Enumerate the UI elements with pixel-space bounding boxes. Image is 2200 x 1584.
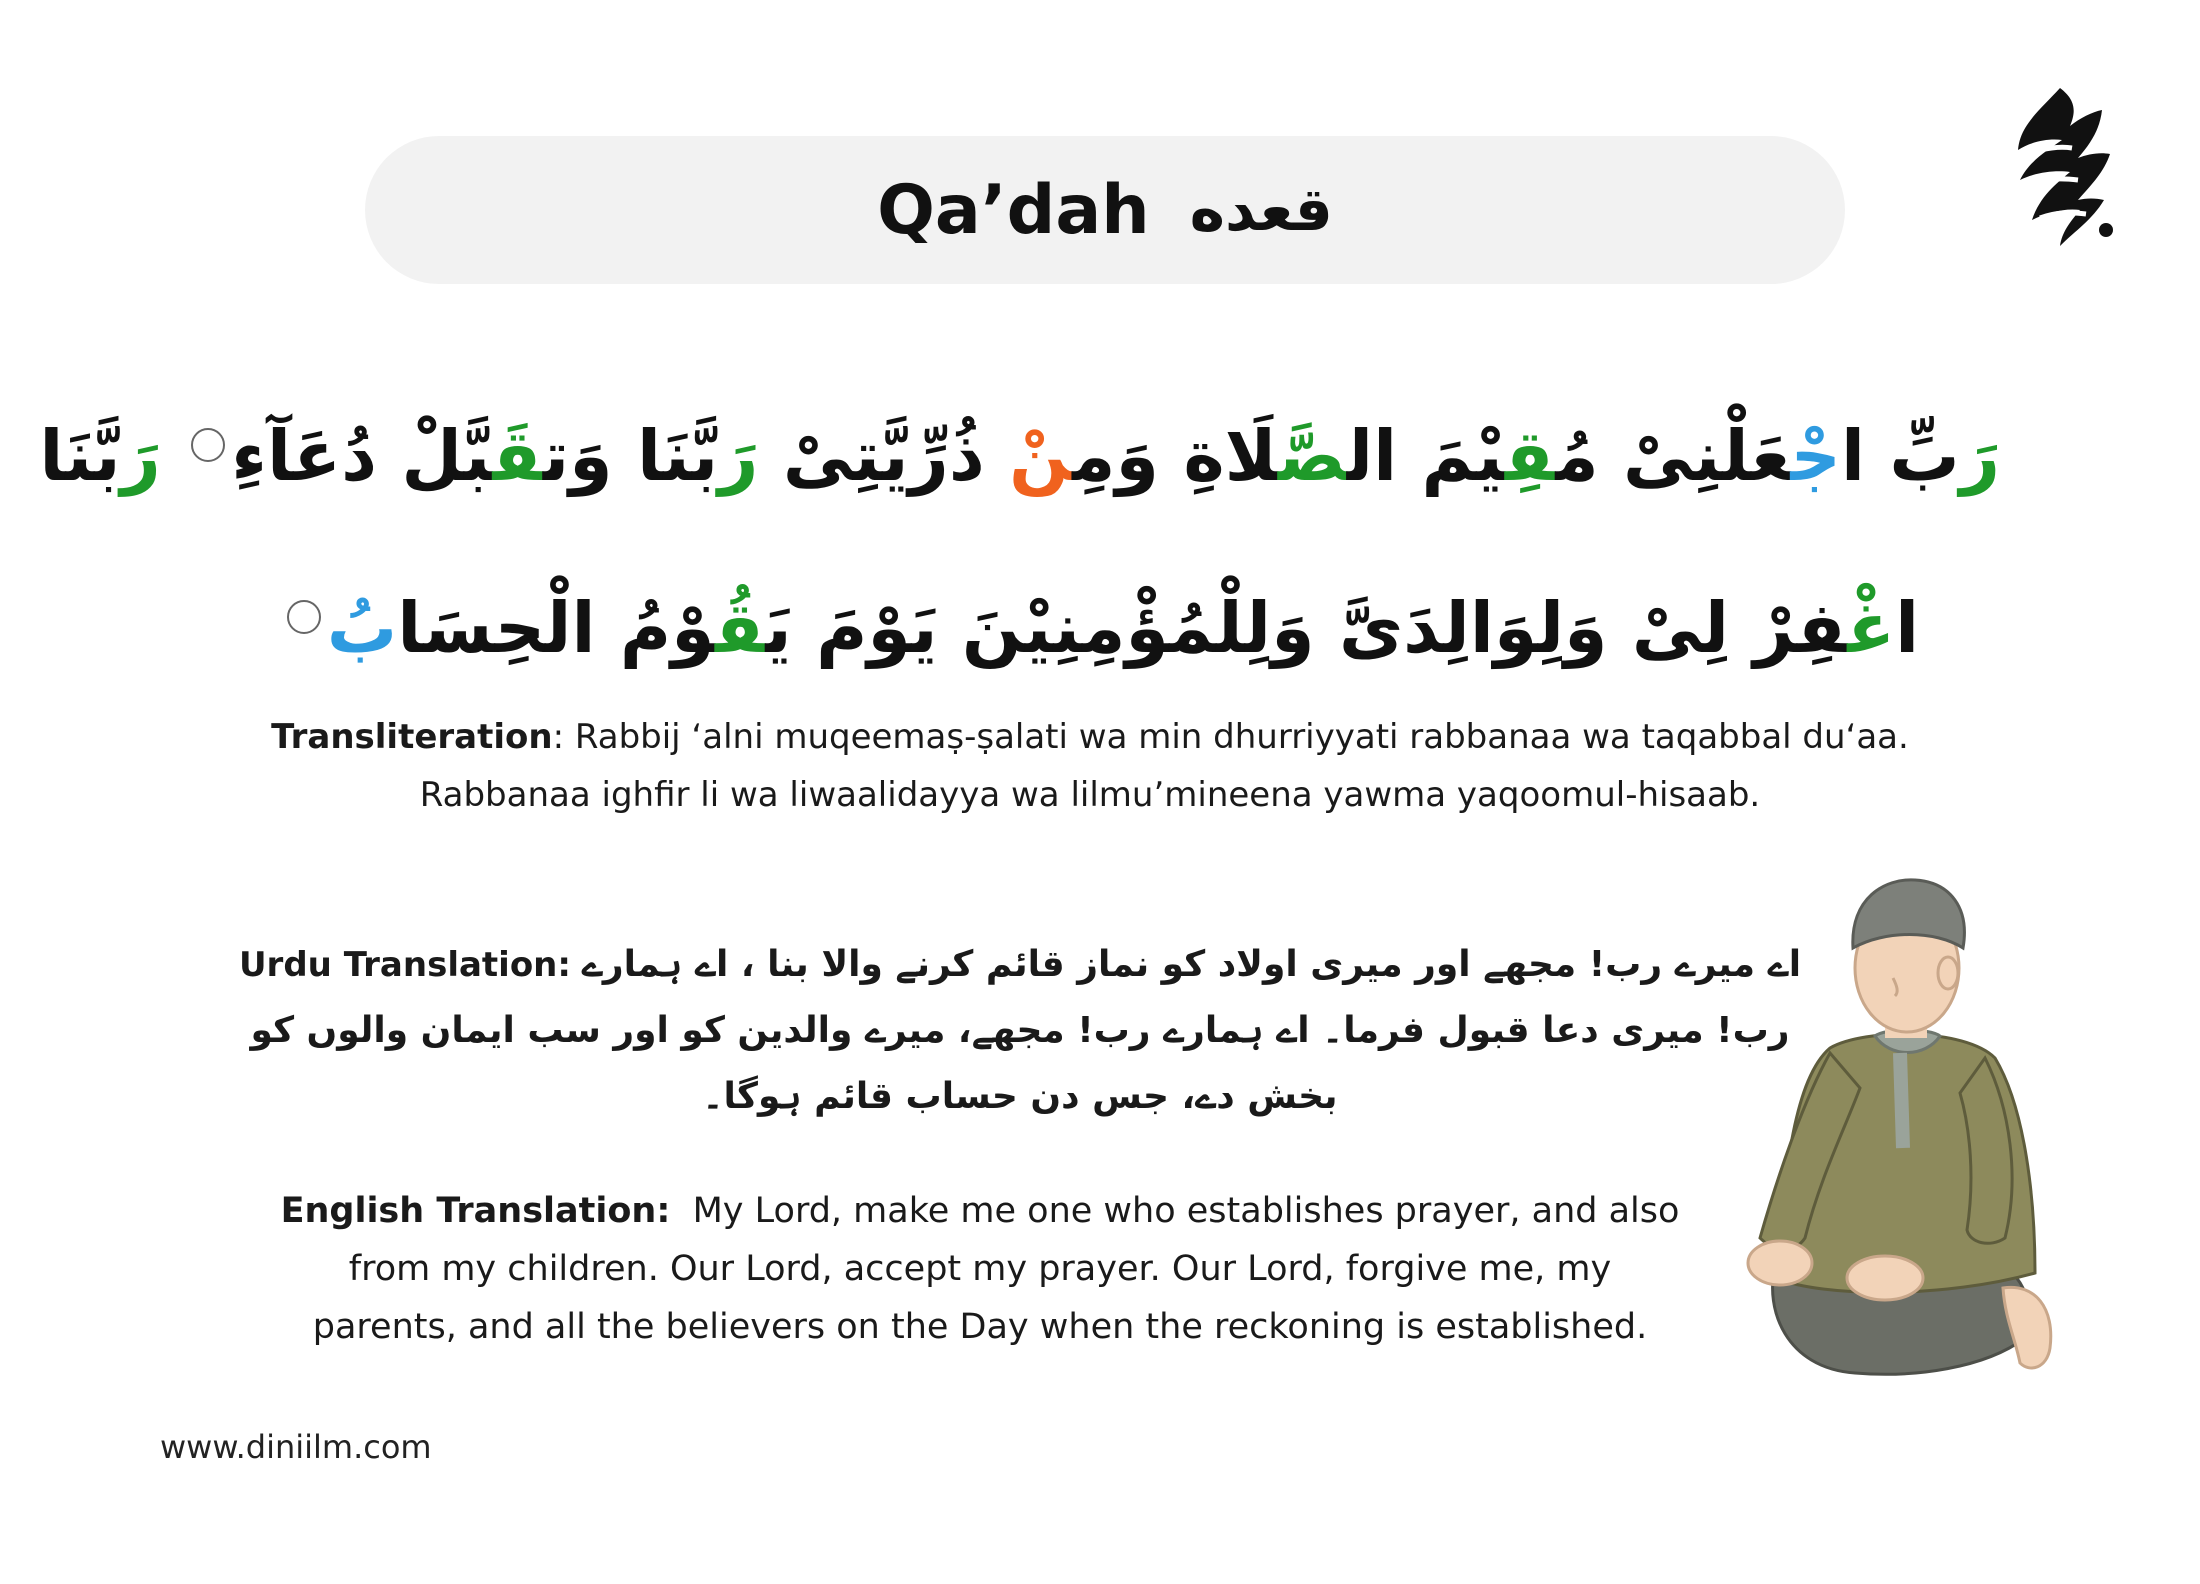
transliteration-line-1	[150, 708, 2030, 766]
arabic-line-1	[39, 370, 2000, 542]
urdu-line-3: بخش دے، جس دن حساب قائم ہوگا۔	[702, 1076, 1338, 1117]
english-line-2: from my children. Our Lord, accept my prayer. Our Lord, forgive me, my	[348, 1249, 1612, 1289]
arabic-segment: جْ	[1790, 415, 1841, 497]
arabic-segment: صَّ	[1277, 415, 1347, 497]
urdu-line-1-row	[210, 932, 1830, 998]
arabic-segment: لَاةِ وَمِ	[1072, 415, 1278, 497]
arabic-segment: ذُرِّیَّتِیْ	[758, 415, 1010, 497]
arabic-segment: بَّلْ دُعَآءِ	[231, 415, 493, 497]
arabic-segment: قَ	[492, 415, 543, 497]
urdu-line-1: اے میرے رب! مجھے اور میری اولاد کو نماز قائم کرنے والا بنا ، اے ہمارے	[581, 944, 1802, 985]
verse-stop-circle-icon	[191, 428, 225, 462]
arabic-segment: بُ	[326, 587, 398, 669]
arabic-segment: نْ	[1009, 415, 1073, 497]
arabic-segment: رَ	[120, 415, 186, 497]
kneeling-man-illustration-icon	[1735, 868, 2065, 1398]
arabic-segment: فِرْ لِیْ وَلِوَالِدَیَّ وَلِلْمُؤْمِنِیْنَ یَوْمَ یَ	[765, 587, 1848, 669]
website-url: www.diniilm.com	[160, 1428, 432, 1466]
arabic-segment: بَّنَا وَت	[542, 415, 719, 497]
arabic-segment: ا	[1895, 587, 1920, 669]
arabic-segment: رَ	[718, 415, 759, 497]
transliteration-text-2: Rabbanaa ighfir li wa liwaalidayya wa lilmu’mineena yawma yaqoomul-hisaab.	[419, 775, 1761, 815]
arabic-dua-text	[39, 370, 2000, 714]
arabic-line-2	[200, 542, 2000, 714]
arabic-segment: یْمَ ال	[1346, 415, 1505, 497]
arabic-segment: قِ	[1504, 415, 1556, 497]
english-line-1: My Lord, make me one who establishes prayer, and also	[692, 1191, 1680, 1231]
arabic-segment: بِّ ا	[1840, 415, 1960, 497]
arabic-segment: عَلْنِیْ مُ	[1555, 415, 1791, 497]
arabic-segment: وْمُ الْحِسَا	[397, 587, 716, 669]
urdu-translation-label: Urdu Translation:	[238, 945, 571, 985]
page-title-english: Qa’dah	[877, 170, 1150, 250]
arabic-segment: غْ	[1847, 587, 1896, 669]
urdu-translation-paragraph	[210, 932, 1830, 1130]
diniilm-logo-icon	[2000, 80, 2120, 250]
arabic-segment: قُ	[715, 587, 766, 669]
transliteration-paragraph	[150, 708, 2030, 824]
english-line-3: parents, and all the believers on the Day when the reckoning is established.	[312, 1307, 1648, 1347]
arabic-segment: رَ	[1959, 415, 2000, 497]
urdu-line-2: رب! میری دعا قبول فرما۔ اے ہمارے رب! مجھے، میرے والدین کو اور سب ایمان والوں کو	[250, 1010, 1790, 1051]
page-title-arabic: قعده	[1189, 175, 1333, 245]
verse-stop-circle-icon	[287, 600, 321, 634]
english-translation-label: English Translation:	[280, 1191, 671, 1231]
english-translation-paragraph	[210, 1182, 1750, 1356]
transliteration-label: Transliteration	[271, 717, 553, 757]
english-line-1-row	[210, 1182, 1750, 1240]
transliteration-text-1: : Rabbij ‘alni muqeemaṣ-ṣalati wa min dhurriyyati rabbanaa wa taqabbal du‘aa.	[552, 717, 1909, 757]
arabic-segment: بَّنَا	[39, 415, 121, 497]
title-banner	[365, 136, 1845, 284]
